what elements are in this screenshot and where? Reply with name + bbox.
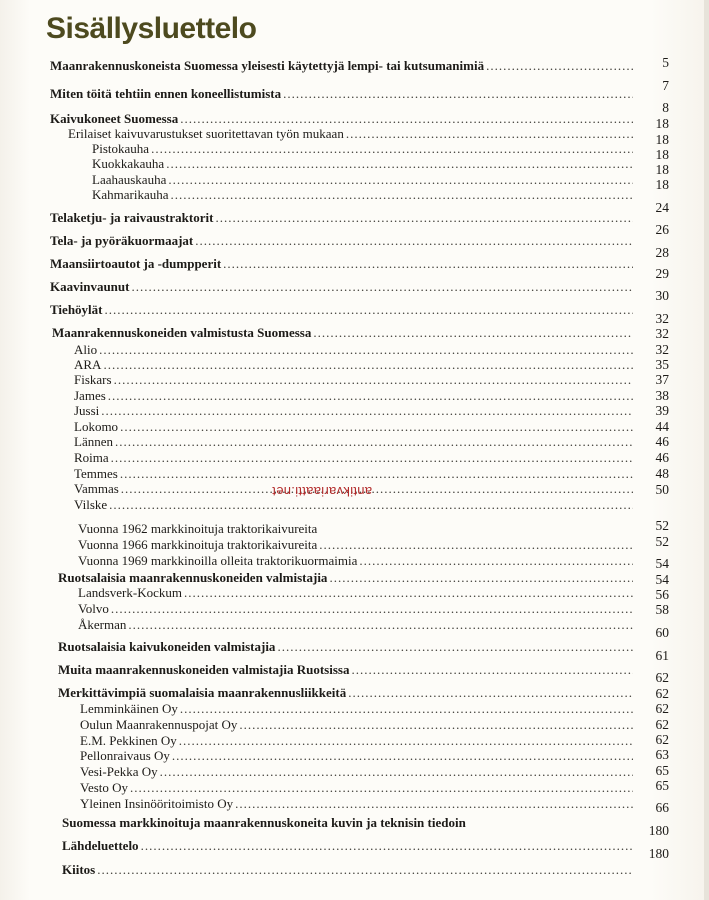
toc-entry: [50, 279, 633, 294]
leader-dots: [351, 662, 633, 677]
toc-entry: [50, 210, 633, 225]
page-number: 62: [655, 717, 669, 732]
page-number: 52: [655, 518, 669, 533]
leader-dots: [348, 685, 633, 700]
toc-entry-title: Lähdeluettelo: [62, 838, 139, 853]
toc-entry: [80, 701, 633, 716]
leader-dots: [130, 780, 633, 795]
toc-entry: [78, 601, 633, 616]
page-number: 60: [655, 625, 669, 640]
leader-dots: [151, 141, 633, 156]
toc-entry: [62, 862, 633, 877]
toc-entry-title: Tiehöylät: [50, 302, 103, 317]
page-number: 65: [655, 763, 669, 778]
toc-entry-title: Vuonna 1962 markkinoituja traktorikaivureita: [78, 521, 318, 536]
toc-entry-title: Temmes: [74, 466, 118, 481]
toc-entry: [92, 141, 633, 156]
toc-entry-title: Åkerman: [78, 617, 127, 632]
leader-dots: [166, 156, 633, 171]
toc-entry-title: Ruotsalaisia kaivukoneiden valmistajia: [58, 639, 276, 654]
page-number: 38: [655, 388, 669, 403]
page-number: 50: [655, 482, 669, 497]
toc-entry: [50, 111, 633, 126]
page-number: 37: [655, 372, 669, 387]
page-number: 29: [655, 266, 669, 281]
leader-dots: [179, 733, 633, 748]
toc-entry-title: Lännen: [74, 434, 113, 449]
page-number: 62: [655, 670, 669, 685]
page-title: Sisällysluettelo: [46, 12, 257, 45]
toc-entry: [62, 838, 633, 853]
toc-entry: [74, 372, 633, 387]
leader-dots: [99, 342, 633, 357]
toc-entry-title: James: [74, 388, 106, 403]
leader-dots: [120, 466, 633, 481]
toc-entry: [92, 172, 633, 187]
toc-entry: [80, 796, 633, 811]
page-number: 58: [655, 602, 669, 617]
toc-entry: [50, 58, 633, 73]
leader-dots: [223, 256, 633, 271]
toc-entry: [74, 388, 633, 403]
toc-entry: [58, 570, 633, 585]
page-number: 54: [655, 556, 669, 571]
leader-dots: [109, 497, 633, 512]
page-number: 65: [655, 778, 669, 793]
toc-entry-title: Muita maanrakennuskoneiden valmistajia Ruotsissa: [58, 662, 350, 677]
leader-dots: [319, 537, 633, 552]
toc-entry-title: Alio: [74, 342, 98, 357]
page-number: 62: [655, 701, 669, 716]
page-number: 18: [655, 147, 669, 162]
toc-entry-title: Lemminkäinen Oy: [80, 701, 178, 716]
page-number: 26: [655, 222, 669, 237]
toc-entry-title: ARA: [74, 357, 102, 372]
leader-dots: [115, 434, 633, 449]
page-number: 8: [662, 100, 669, 115]
leader-dots: [172, 748, 633, 763]
toc-entry-title: Oulun Maanrakennuspojat Oy: [80, 717, 238, 732]
toc-entry-title: Merkittävimpiä suomalaisia maanrakennusliikkeitä: [58, 685, 347, 700]
leader-dots: [313, 325, 633, 340]
leader-dots: [108, 388, 633, 403]
toc-entry-title: Miten töitä tehtiin ennen koneellistumista: [50, 86, 282, 101]
toc-entry: [62, 815, 633, 830]
toc-entry-title: Volvo: [78, 601, 109, 616]
toc-entry: [78, 585, 633, 600]
toc-entry-title: Lokomo: [74, 419, 119, 434]
leader-dots: [103, 357, 633, 372]
toc-entry-title: Pellonraivaus Oy: [80, 748, 170, 763]
page-number: 46: [655, 434, 669, 449]
toc-entry-title: Vesto Oy: [80, 780, 129, 795]
page-number: 66: [655, 800, 669, 815]
leader-dots: [131, 279, 633, 294]
toc-entry: [74, 342, 633, 357]
toc-entry: [74, 419, 633, 434]
toc-entry-title: Fiskars: [74, 372, 112, 387]
toc-entry-title: Kiitos: [62, 862, 96, 877]
toc-entry: [80, 764, 633, 779]
page-number: 32: [655, 326, 669, 341]
leader-dots: [277, 639, 633, 654]
toc-entry: [78, 537, 633, 552]
toc-entry-title: Pistokauha: [92, 141, 150, 156]
toc-entry-title: Tela- ja pyöräkuormaajat: [50, 233, 194, 248]
page-number: 56: [655, 587, 669, 602]
toc-entry-title: Yleinen Insinööritoimisto Oy: [80, 796, 234, 811]
toc-entry: [78, 553, 633, 568]
toc-entry-title: Roima: [74, 450, 109, 465]
leader-dots: [180, 701, 633, 716]
leader-dots: [114, 372, 633, 387]
leader-dots: [180, 111, 633, 126]
toc-entry: [74, 403, 633, 418]
toc-entry: [58, 685, 633, 700]
toc-entry-title: Kuokkakauha: [92, 156, 165, 171]
toc-entry: [50, 86, 633, 101]
page-number: 63: [655, 747, 669, 762]
leader-dots: [329, 570, 633, 585]
toc-entry-title: Ruotsalaisia maanrakennuskoneiden valmistajia: [58, 570, 328, 585]
toc-entry: [80, 733, 633, 748]
page-number: 180: [648, 846, 669, 861]
page-number: 18: [655, 116, 669, 131]
toc-entry-title: Erilaiset kaivuvarustukset suoritettavan työn mukaan: [68, 126, 344, 141]
toc-entry: [74, 466, 633, 481]
toc-entry-title: Laahauskauha: [92, 172, 167, 187]
toc-entry-title: Maansiirtoautot ja -dumpperit: [50, 256, 222, 271]
page-number: 180: [648, 823, 669, 838]
leader-dots: [235, 796, 633, 811]
leader-dots: [168, 172, 633, 187]
toc-entry: [80, 780, 633, 795]
leader-dots: [215, 210, 633, 225]
leader-dots: [346, 126, 633, 141]
toc-entry: [50, 302, 633, 317]
toc-entry-title: Kaivukoneet Suomessa: [50, 111, 179, 126]
page-number: 44: [655, 419, 669, 434]
page-number: 18: [655, 177, 669, 192]
leader-dots: [160, 764, 633, 779]
leader-dots: [101, 403, 633, 418]
toc-entry: [78, 617, 633, 632]
toc-entry: [50, 256, 633, 271]
toc-entry: [74, 357, 633, 372]
page-number: 61: [655, 648, 669, 663]
page-number: 18: [655, 132, 669, 147]
page-number: 32: [655, 311, 669, 326]
toc-entry-title: Landsverk-Kockum: [78, 585, 182, 600]
toc-entry-title: Maanrakennuskoneista Suomessa yleisesti käytettyjä lempi- tai kutsumanimiä: [50, 58, 485, 73]
toc-entry: [78, 521, 633, 536]
toc-entry-title: Vesi-Pekka Oy: [80, 764, 158, 779]
leader-dots: [97, 862, 633, 877]
toc-entry-title: Vuonna 1969 markkinoilla olleita traktorikuormaimia: [78, 553, 358, 568]
leader-dots: [111, 450, 633, 465]
page-number: 52: [655, 534, 669, 549]
toc-entry: [58, 662, 633, 677]
page-number: 39: [655, 403, 669, 418]
toc-entry-title: Kaavinvaunut: [50, 279, 130, 294]
leader-dots: [195, 233, 633, 248]
leader-dots: [171, 187, 633, 202]
toc-entry-title: Vammas: [74, 481, 119, 496]
toc-entry-title: Vilske: [74, 497, 108, 512]
page-number: 48: [655, 466, 669, 481]
toc-entry-title: Suomessa markkinoituja maanrakennuskoneita kuvin ja teknisin tiedoin: [62, 815, 466, 830]
leader-dots: [359, 553, 633, 568]
leader-dots: [105, 302, 634, 317]
toc-entry: [74, 450, 633, 465]
page-number: 62: [655, 686, 669, 701]
page-number: 54: [655, 572, 669, 587]
toc-entry-title: Vuonna 1966 markkinoituja traktorikaivureita: [78, 537, 318, 552]
leader-dots: [111, 601, 633, 616]
toc-entry: [74, 434, 633, 449]
toc-entry: [68, 126, 633, 141]
watermark-text: antikvariaatti.net: [272, 484, 373, 499]
toc-entry: [80, 748, 633, 763]
page-number: 46: [655, 450, 669, 465]
toc-entry-title: E.M. Pekkinen Oy: [80, 733, 177, 748]
leader-dots: [486, 58, 633, 73]
page-number: 62: [655, 732, 669, 747]
toc-entry: [52, 325, 633, 340]
page-edge: [704, 0, 709, 900]
leader-dots: [184, 585, 633, 600]
toc-entry: [50, 233, 633, 248]
leader-dots: [121, 481, 633, 496]
toc-entry-title: Maanrakennuskoneiden valmistusta Suomessa: [52, 325, 312, 340]
page-number: 24: [655, 200, 669, 215]
page-number: 5: [662, 55, 669, 70]
toc-entry-title: Jussi: [74, 403, 100, 418]
page-number: 30: [655, 288, 669, 303]
page-number: 7: [662, 78, 669, 93]
toc-entry: [58, 639, 633, 654]
leader-dots: [128, 617, 633, 632]
toc-entry: [92, 156, 633, 171]
leader-dots: [283, 86, 633, 101]
leader-dots: [141, 838, 633, 853]
page-number: 28: [655, 245, 669, 260]
page-number: 32: [655, 342, 669, 357]
toc-entry-title: Kahmarikauha: [92, 187, 169, 202]
toc-entry: [74, 497, 633, 512]
page-number: 35: [655, 357, 669, 372]
page-number: 18: [655, 162, 669, 177]
leader-dots: [120, 419, 633, 434]
leader-dots: [239, 717, 633, 732]
toc-entry: [80, 717, 633, 732]
toc-entry: [92, 187, 633, 202]
toc-entry-title: Telaketju- ja raivaustraktorit: [50, 210, 214, 225]
